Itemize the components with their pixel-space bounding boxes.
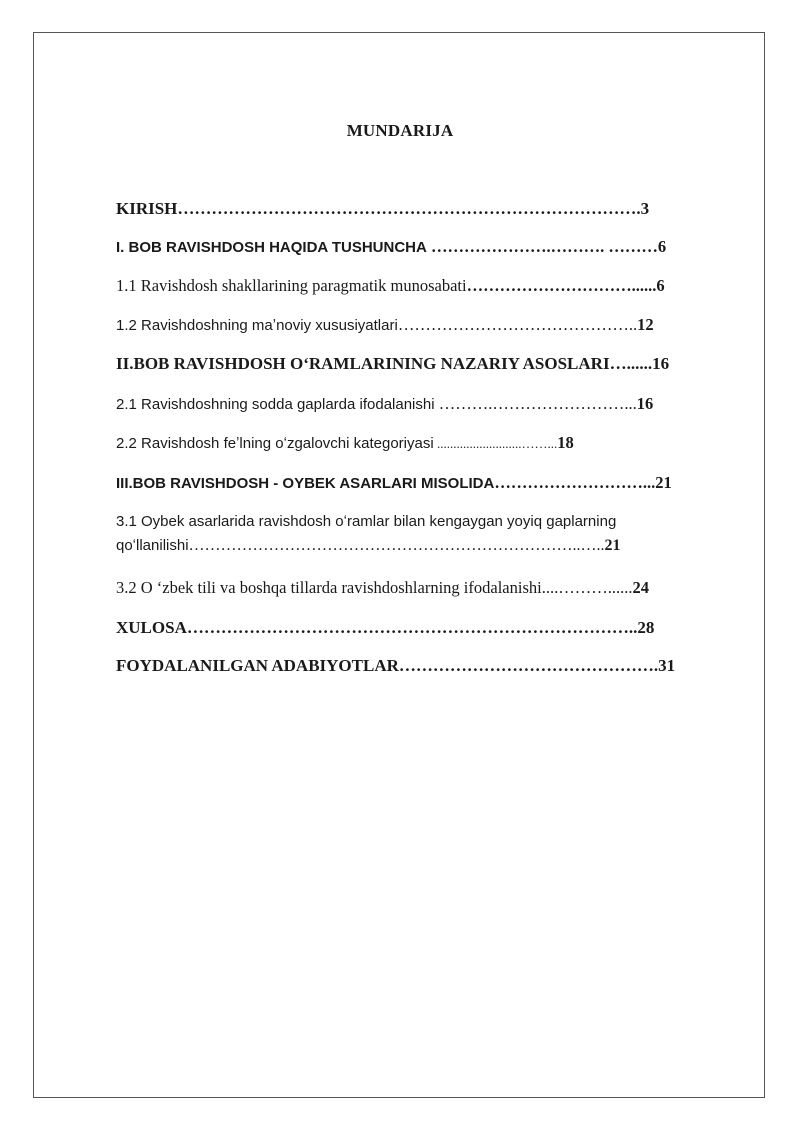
toc-entry-page: 31 <box>658 656 676 675</box>
toc-entry-text: XULOSA <box>116 618 187 637</box>
toc-entry-dots: ………………………………………………………………………. <box>177 199 641 218</box>
toc-entry-2-2 <box>116 433 574 453</box>
toc-entry-dots: ………………………... <box>494 473 656 492</box>
toc-entry-3-1 <box>116 510 736 558</box>
toc-entry-kirish <box>116 199 649 219</box>
toc-entry-text-line1: 3.1 Oybek asarlarida ravishdosh oʻramlar bilan kengaygan yoyiq gaplarning <box>116 513 617 530</box>
toc-entry-text: II.BOB RAVISHDOSH O‘RAMLARINING NAZARIY ASOSLARI <box>116 354 610 373</box>
toc-entry-bob-1 <box>116 237 666 257</box>
toc-entry-adabiyotlar <box>116 656 675 676</box>
toc-entry-dots: ……….……………………... <box>434 394 637 413</box>
toc-entry-page: 24 <box>632 578 649 597</box>
toc-entry-text: KIRISH <box>116 199 178 218</box>
toc-entry-text: 3.2 O ‘zbek tili va boshqa tillarda ravishdoshlarning ifodalanishi....………...... <box>116 578 633 597</box>
toc-entry-bob-2 <box>116 354 669 374</box>
toc-entry-page: 16 <box>636 394 654 413</box>
toc-entry-text: 2.1 Ravishdoshning sodda gaplarda ifodalanishi <box>116 396 435 413</box>
toc-entry-line2 <box>116 534 736 558</box>
toc-entry-xulosa <box>116 618 654 638</box>
toc-entry-text: 1.1 Ravishdosh shakllarining paragmatik munosabati <box>116 276 467 295</box>
toc-entry-bob-3 <box>116 473 672 493</box>
toc-entry-page: 18 <box>557 433 574 452</box>
toc-entry-dots: …………………………...... <box>466 276 657 295</box>
toc-entry-text: 1.2 Ravishdoshning maʼnoviy xususiyatlari <box>116 317 398 334</box>
toc-entry-2-1 <box>116 394 653 414</box>
toc-entry-page: 28 <box>637 618 655 637</box>
toc-entry-text: III.BOB RAVISHDOSH - OYBEK ASARLARI MISOLIDA <box>116 475 495 492</box>
page-border <box>33 32 765 1098</box>
toc-entry-text: I. BOB RAVISHDOSH HAQIDA TUSHUNCHA <box>116 239 427 256</box>
toc-entry-page: 21 <box>604 537 621 554</box>
toc-entry-1-1 <box>116 276 665 296</box>
toc-entry-dots: ………………………………………. <box>398 656 659 675</box>
toc-entry-page: 3 <box>640 199 650 218</box>
toc-entry-dots: …...... <box>609 354 653 373</box>
toc-entry-3-2 <box>116 578 649 598</box>
toc-entry-text: FOYDALANILGAN ADABIYOTLAR <box>116 656 399 675</box>
toc-entry-1-2 <box>116 315 654 335</box>
toc-entry-page: 12 <box>637 315 654 334</box>
toc-entry-page: 21 <box>655 473 672 492</box>
toc-entry-page: 6 <box>656 276 665 295</box>
toc-entry-page: 16 <box>652 354 670 373</box>
toc-entry-dots: …………………………………………………………………….. <box>186 618 638 637</box>
toc-entry-dots: …………………………………….. <box>397 315 638 334</box>
toc-entry-page: 6 <box>657 237 667 256</box>
document-title: MUNDARIJA <box>346 121 454 140</box>
toc-entry-text: 2.2 Ravishdosh feʼlning oʻzgalovchi kategoriyasi <box>116 435 434 452</box>
toc-entry-dots: ..........................……... <box>433 436 558 451</box>
toc-entry-dots: ………………………………………………………………..….. <box>188 537 605 554</box>
toc-entry-dots: ………………….………. ……… <box>426 237 658 256</box>
toc-entry-text-line2: qoʻllanilishi <box>116 537 189 554</box>
